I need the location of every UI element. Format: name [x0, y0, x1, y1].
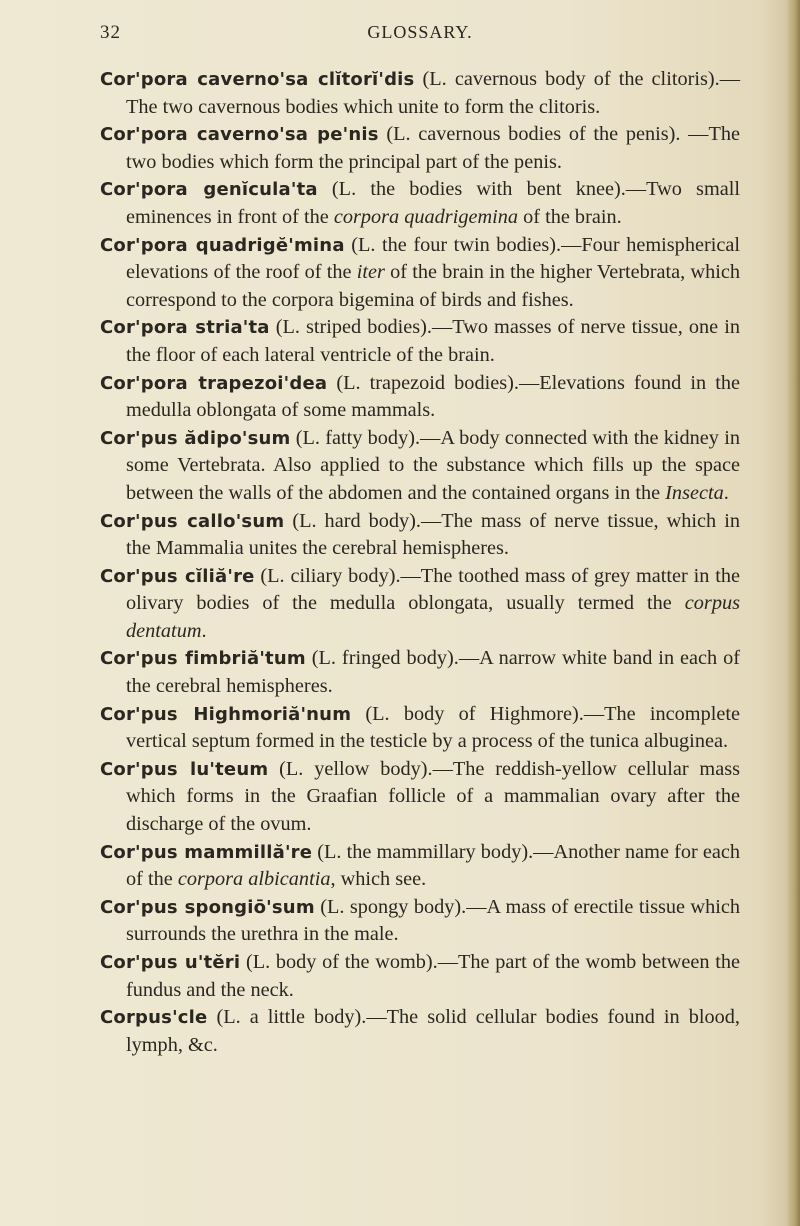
entry-definition-tail: of the brain.	[518, 205, 622, 228]
entry-headword: Cor'pus mammillă're	[100, 841, 313, 863]
glossary-entry	[100, 176, 740, 231]
entry-definition: (L. a little body).—The solid cellular bodies found in blood, lymph, &c.	[126, 1006, 740, 1056]
entry-definition-tail: .	[723, 481, 729, 504]
entry-headword: Cor'pus Highmoriă'num	[100, 703, 352, 725]
entry-italic-term: Insecta	[665, 481, 724, 504]
glossary-entry	[100, 508, 740, 563]
entry-definition-tail: of the brain in the higher Vertebrata, which correspond to the corpora bigemina of birds and fishes.	[126, 261, 740, 311]
entry-italic-term: corpora albicantia	[177, 868, 331, 891]
entry-headword: Corpus'cle	[100, 1007, 208, 1029]
entry-definition: (L. cavernous bodies of the penis). —The two bodies which form the principal part of the penis.	[126, 123, 740, 173]
page-edge-shadow	[786, 0, 800, 1226]
glossary-entry	[100, 894, 740, 949]
entry-definition-tail: .	[201, 619, 207, 642]
glossary-entry	[100, 314, 740, 369]
entry-definition: (L. striped bodies).—Two masses of nerve tissue, one in the floor of each lateral ventricle of the brain.	[126, 316, 740, 366]
glossary-entry	[100, 563, 740, 646]
entry-headword: Cor'pus cĭliă're	[100, 565, 255, 587]
glossary-entry	[100, 121, 740, 176]
entry-definition: (L. the four twin bodies).—Four hemispherical elevations of the roof of the	[126, 233, 740, 284]
entry-definition: (L. yellow body).—The reddish-yellow cellular mass which forms in the Graafian follicle of a mammalian ovary after the discharge of the ovum.	[126, 757, 740, 836]
entry-definition: (L. the bodies with bent knee).—Two small eminences in front of the	[126, 178, 740, 228]
glossary-entry	[100, 839, 740, 894]
entry-headword: Cor'pus fimbriă'tum	[100, 648, 306, 670]
entry-headword: Cor'pora caverno'sa clĭtorĭ'dis	[100, 69, 415, 90]
glossary-entry	[100, 1004, 740, 1059]
entry-definition: (L. spongy body).—A mass of erectile tissue which surrounds the urethra in the male.	[126, 895, 740, 946]
entry-definition: (L. the mammillary body).—Another name for each of the	[126, 840, 740, 891]
entry-headword: Cor'pora genĭcula'ta	[100, 179, 318, 201]
entry-italic-term: corpus dentatum	[126, 592, 740, 642]
glossary-entry	[100, 949, 740, 1004]
entry-definition-tail: , which see.	[330, 868, 427, 891]
glossary-entry	[100, 66, 740, 121]
glossary-entry	[100, 701, 740, 756]
page-header	[100, 22, 740, 52]
glossary-content	[100, 66, 740, 1059]
entry-headword: Cor'pus callo'sum	[100, 510, 285, 532]
entry-headword: Cor'pora caverno'sa pe'nis	[100, 124, 379, 146]
entry-italic-term: iter	[356, 261, 385, 284]
glossary-entry	[100, 645, 740, 700]
entry-headword: Cor'pora stria'ta	[100, 317, 270, 339]
glossary-entry	[100, 756, 740, 839]
entry-headword: Cor'pus lu'teum	[100, 758, 269, 780]
entry-definition: (L. ciliary body).—The toothed mass of grey matter in the olivary bodies of the medulla oblongata, usually termed the	[126, 564, 741, 615]
entry-definition: (L. fatty body).—A body connected with the kidney in some Vertebrata. Also applied to the substance which fills up the space between the walls of the abdomen and the contained organs in the	[126, 426, 740, 504]
glossary-entry	[100, 370, 740, 425]
page-title: GLOSSARY.	[367, 22, 473, 42]
entry-definition: (L. fringed body).—A narrow white band in each of the cerebral hemispheres.	[126, 647, 741, 698]
page-number: 32	[100, 22, 121, 43]
entry-definition: (L. trapezoid bodies).—Elevations found in the medulla oblongata of some mammals.	[126, 371, 740, 422]
entry-headword: Cor'pora quadrigĕ'mina	[100, 234, 345, 256]
entry-italic-term: corpora quadrigemina	[333, 205, 519, 228]
glossary-entry	[100, 232, 740, 315]
entry-headword: Cor'pora trapezoi'dea	[100, 372, 328, 394]
glossary-entry	[100, 425, 740, 508]
entry-definition: (L. hard body).—The mass of nerve tissue, which in the Mammalia unites the cerebral hemispheres.	[126, 509, 740, 560]
entry-definition: (L. body of Highmore).—The incomplete vertical septum formed in the testicle by a process of the tunica albuginea.	[126, 702, 740, 753]
entry-definition: (L. body of the womb).—The part of the womb between the fundus and the neck.	[126, 951, 740, 1001]
entry-definition: (L. cavernous body of the clitoris).—The two cavernous bodies which unite to form the clitoris.	[126, 68, 740, 118]
entry-headword: Cor'pus ădipo'sum	[100, 427, 291, 449]
entry-headword: Cor'pus spongiō'sum	[100, 896, 315, 918]
entry-headword: Cor'pus u'tĕri	[100, 952, 241, 973]
